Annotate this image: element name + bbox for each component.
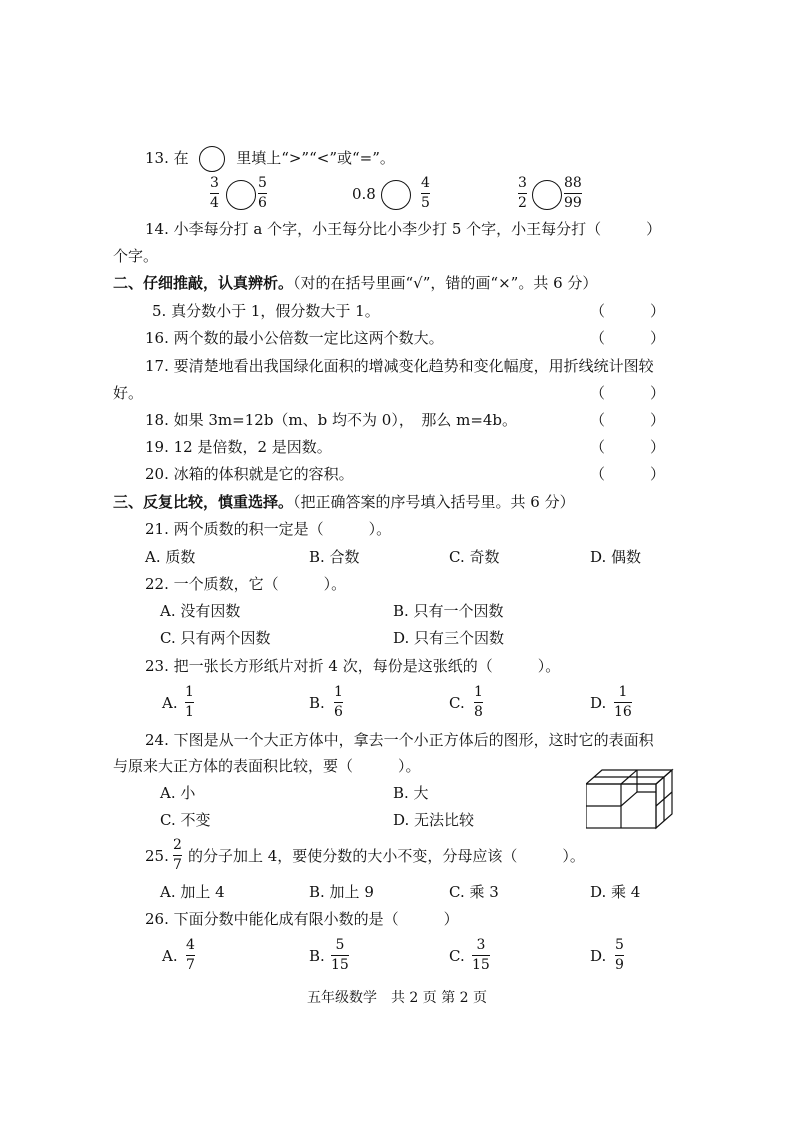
q23-option-b-fraction: 1 6 (334, 684, 343, 720)
q24-line1: 24. 下图是从一个大正方体中，拿去一个小正方体后的图形，这时它的表面积 (145, 731, 654, 749)
q14-line1: 14. 小李每分打 a 个字，小王每分比小李少打 5 个字，小王每分打（ ） (145, 220, 662, 238)
q24-option-d[interactable]: D. 无法比较 (393, 811, 475, 829)
judge-item-19-blank[interactable]: （ ） (590, 438, 666, 456)
q25-prefix: 25. (145, 847, 169, 865)
judge-item-18-blank[interactable]: （ ） (590, 411, 666, 429)
q24-line2: 与原来大正方体的表面积比较，要（ ）。 (113, 757, 421, 775)
q21-option-b[interactable]: B. 合数 (309, 548, 360, 566)
q22-option-b[interactable]: B. 只有一个因数 (393, 602, 504, 620)
q13-item2-right-fraction: 4 5 (421, 175, 430, 211)
q13-item1-left-fraction: 3 4 (210, 175, 219, 211)
q25-fraction: 2 7 (173, 837, 182, 873)
q26-stem: 26. 下面分数中能化成有限小数的是（ ） (145, 910, 459, 928)
q26-option-a[interactable]: A. (162, 947, 178, 965)
q26-option-b-fraction: 5 15 (331, 937, 349, 973)
q21-option-d[interactable]: D. 偶数 (590, 548, 642, 566)
q13-line (145, 146, 395, 172)
q23-option-a-fraction: 1 1 (185, 684, 194, 720)
judge-item-16: 16. 两个数的最小公倍数一定比这两个数大。 (145, 329, 444, 347)
q26-option-d-fraction: 5 9 (615, 937, 624, 973)
judge-item-17-cont: 好。 (113, 384, 144, 402)
q26-option-d[interactable]: D. (590, 947, 607, 965)
judge-item-17: 17. 要清楚地看出我国绿化面积的增减变化趋势和变化幅度，用折线统计图较 (145, 357, 654, 375)
q24-option-a[interactable]: A. 小 (160, 784, 196, 802)
cube-figure (586, 768, 678, 830)
q25-stem: 的分子加上 4，要使分数的大小不变，分母应该（ ）。 (188, 847, 585, 865)
q13-item2-circle[interactable] (381, 180, 411, 210)
q24-option-b[interactable]: B. 大 (393, 784, 429, 802)
q25-option-a[interactable]: A. 加上 4 (160, 883, 225, 901)
q23-option-a[interactable]: A. (162, 694, 178, 712)
section3-heading-line (113, 492, 575, 512)
q13-item3-circle[interactable] (532, 180, 562, 210)
q26-option-b[interactable]: B. (309, 947, 325, 965)
q21-stem: 21. 两个质数的积一定是（ ）。 (145, 520, 392, 538)
q13-item3-right-fraction: 88 99 (564, 175, 582, 211)
q23-option-d-fraction: 1 16 (614, 684, 632, 720)
q13-text-b: 里填上“>”“<”或“=”。 (236, 149, 395, 167)
section2-note: （对的在括号里画“√”，错的画“×”。共 6 分） (293, 274, 598, 292)
q13-item1-circle[interactable] (226, 180, 256, 210)
q25-option-d[interactable]: D. 乘 4 (590, 883, 641, 901)
section2-heading-line (113, 273, 597, 293)
q21-option-a[interactable]: A. 质数 (145, 548, 196, 566)
q22-option-d[interactable]: D. 只有三个因数 (393, 629, 505, 647)
page-footer: 五年级数学 共 2 页 第 2 页 (306, 990, 488, 1006)
judge-item-17-blank[interactable]: （ ） (590, 384, 666, 402)
q14-line2: 个字。 (113, 247, 159, 265)
judge-item-18: 18. 如果 3m=12b（m、b 均不为 0）， 那么 m=4b。 (145, 411, 518, 429)
q13-item1-right-fraction: 5 6 (258, 175, 267, 211)
judge-item-20-blank[interactable]: （ ） (590, 465, 666, 483)
q22-option-a[interactable]: A. 没有因数 (160, 602, 241, 620)
q23-stem: 23. 把一张长方形纸片对折 4 次，每份是这张纸的（ ）。 (145, 657, 561, 675)
judge-item-5: 5. 真分数小于 1，假分数大于 1。 (152, 302, 380, 320)
q23-option-b[interactable]: B. (309, 694, 325, 712)
q13-text-a: 13. 在 (145, 149, 189, 167)
q24-option-c[interactable]: C. 不变 (160, 811, 211, 829)
judge-item-16-blank[interactable]: （ ） (590, 329, 666, 347)
q23-option-d[interactable]: D. (590, 694, 607, 712)
q23-option-c[interactable]: C. (449, 694, 465, 712)
q13-item2-left-value: 0.8 (352, 185, 376, 203)
q25-option-c[interactable]: C. 乘 3 (449, 883, 499, 901)
compare-circle-sample (199, 146, 225, 172)
judge-item-19: 19. 12 是倍数，2 是因数。 (145, 438, 332, 456)
judge-item-5-blank[interactable]: （ ） (590, 302, 666, 320)
q22-stem: 22. 一个质数，它（ ）。 (145, 575, 347, 593)
q23-option-c-fraction: 1 8 (474, 684, 483, 720)
q13-item3-left-fraction: 3 2 (518, 175, 527, 211)
judge-item-20: 20. 冰箱的体积就是它的容积。 (145, 465, 354, 483)
q25-option-b[interactable]: B. 加上 9 (309, 883, 374, 901)
section3-heading: 三、反复比较，慎重选择。 (113, 493, 294, 511)
q26-option-c[interactable]: C. (449, 947, 465, 965)
q26-option-a-fraction: 4 7 (186, 937, 195, 973)
section3-note: （把正确答案的序号填入括号里。共 6 分） (293, 493, 575, 511)
q21-option-c[interactable]: C. 奇数 (449, 548, 500, 566)
q22-option-c[interactable]: C. 只有两个因数 (160, 629, 271, 647)
section2-heading: 二、仔细推敲，认真辨析。 (113, 274, 294, 292)
q26-option-c-fraction: 3 15 (472, 937, 490, 973)
